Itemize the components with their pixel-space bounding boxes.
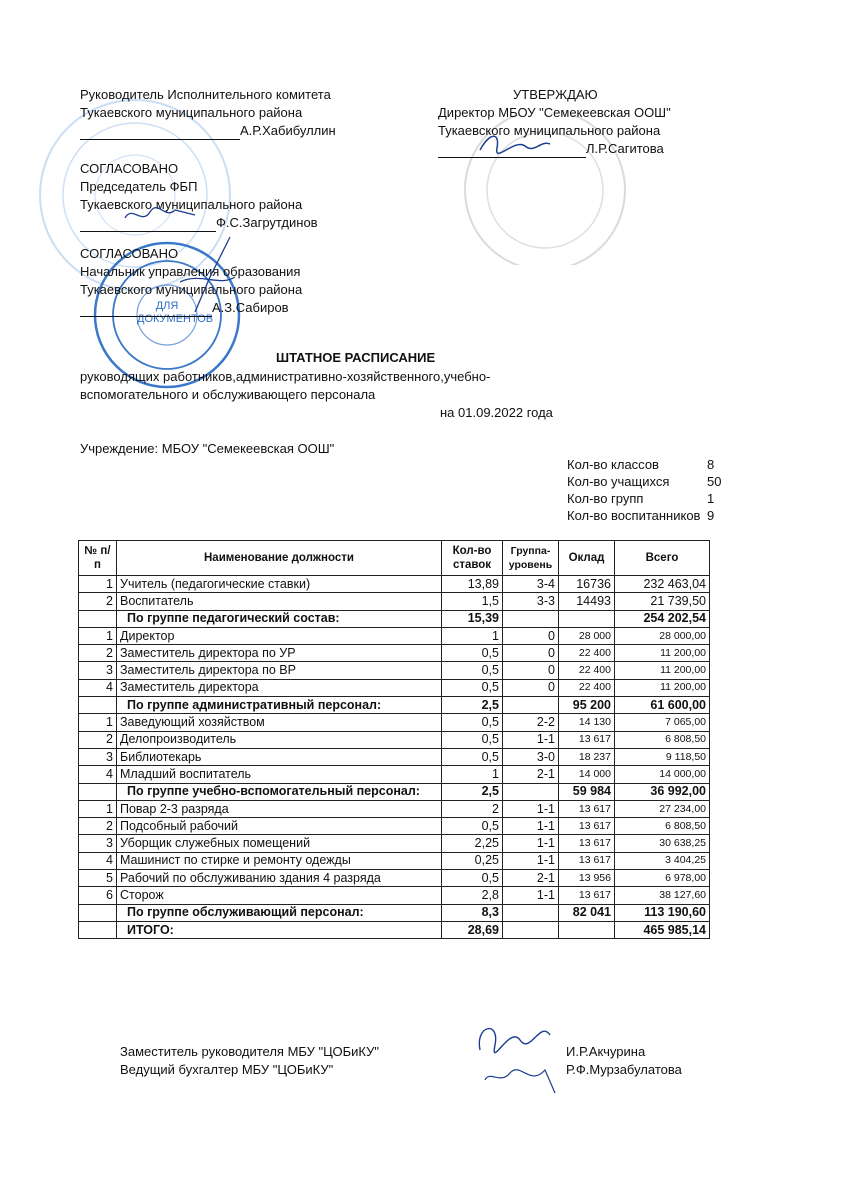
cell-total: 3 404,25 (615, 852, 710, 869)
footer-position-2: Ведущий бухгалтер МБУ "ЦОБиКУ" (120, 1062, 334, 1077)
col-header-rate: Кол-во ставок (442, 541, 503, 576)
head-right-title-2: Тукаевского муниципального района (438, 123, 661, 138)
table-row (79, 627, 710, 644)
cell-salary: 22 400 (559, 679, 615, 696)
cell-rate: 1 (442, 627, 503, 644)
cell-total: 6 808,50 (615, 731, 710, 748)
agreed2-line2: Тукаевского муниципального района (80, 282, 303, 297)
table-row (79, 593, 710, 610)
cell-rate: 2 (442, 800, 503, 817)
cell-salary: 16736 (559, 576, 615, 593)
table-row (79, 576, 710, 593)
cell-salary: 13 956 (559, 870, 615, 887)
cell-group (503, 921, 559, 938)
cell-rate: 2,5 (442, 783, 503, 800)
cell-total: 27 234,00 (615, 800, 710, 817)
cell-no: 1 (79, 800, 117, 817)
cell-no: 2 (79, 593, 117, 610)
cell-no: 2 (79, 731, 117, 748)
director-signature (475, 130, 555, 158)
cell-name: По группе учебно-вспомогательный персонал: (117, 783, 442, 800)
cell-rate: 28,69 (442, 921, 503, 938)
cell-total: 28 000,00 (615, 627, 710, 644)
agreed1-name: Ф.С.Загрутдинов (216, 215, 318, 230)
document-subtitle-2: вспомогательного и обслуживающего персонала (80, 387, 376, 402)
cell-name: Воспитатель (117, 593, 442, 610)
cell-group: 1-1 (503, 852, 559, 869)
cell-name: Младший воспитатель (117, 766, 442, 783)
cell-name: Повар 2-3 разряда (117, 800, 442, 817)
cell-total: 232 463,04 (615, 576, 710, 593)
document-title: ШТАТНОЕ РАСПИСАНИЕ (276, 350, 436, 365)
cell-name: Библиотекарь (117, 748, 442, 765)
table-header-row (79, 541, 710, 576)
table-row (79, 679, 710, 696)
fbp-signature (120, 200, 200, 230)
table-row (79, 870, 710, 887)
cell-group (503, 697, 559, 714)
cell-group: 3-4 (503, 576, 559, 593)
cell-rate: 1,5 (442, 593, 503, 610)
cell-rate: 0,5 (442, 870, 503, 887)
cell-salary: 14493 (559, 593, 615, 610)
cell-total: 11 200,00 (615, 679, 710, 696)
stat-value: 50 (707, 474, 722, 489)
cell-rate: 0,5 (442, 714, 503, 731)
cell-group (503, 904, 559, 921)
stat-value: 1 (707, 491, 715, 506)
cell-salary (559, 921, 615, 938)
cell-salary: 28 000 (559, 627, 615, 644)
institution-label: Учреждение: МБОУ "Семекеевская ООШ" (80, 441, 335, 456)
cell-group: 0 (503, 645, 559, 662)
approve-label: УТВЕРЖДАЮ (513, 87, 598, 102)
cell-no: 1 (79, 576, 117, 593)
cell-total: 6 978,00 (615, 870, 710, 887)
cell-no: 4 (79, 766, 117, 783)
cell-no (79, 904, 117, 921)
agreed1-label: СОГЛАСОВАНО (80, 161, 179, 176)
stat-label: Кол-во воспитанников (567, 508, 701, 523)
cell-no: 4 (79, 852, 117, 869)
head-right-title-1: Директор МБОУ "Семекеевская ООШ" (438, 105, 671, 120)
cell-salary: 82 041 (559, 904, 615, 921)
cell-total: 61 600,00 (615, 697, 710, 714)
cell-salary: 14 130 (559, 714, 615, 731)
cell-total: 38 127,60 (615, 887, 710, 904)
cell-name: Делопроизводитель (117, 731, 442, 748)
cell-salary: 13 617 (559, 818, 615, 835)
cell-group: 3-0 (503, 748, 559, 765)
cell-group: 1-1 (503, 800, 559, 817)
cell-no: 3 (79, 835, 117, 852)
cell-name: Подсобный рабочий (117, 818, 442, 835)
cell-salary: 13 617 (559, 731, 615, 748)
cell-salary: 14 000 (559, 766, 615, 783)
table-group-row (79, 697, 710, 714)
col-header-total: Всего (615, 541, 710, 576)
table-row (79, 662, 710, 679)
cell-total: 6 808,50 (615, 818, 710, 835)
stat-label: Кол-во учащихся (567, 474, 670, 489)
cell-group: 1-1 (503, 835, 559, 852)
cell-total: 21 739,50 (615, 593, 710, 610)
cell-salary: 13 617 (559, 852, 615, 869)
footer-position-1: Заместитель руководителя МБУ "ЦОБиКУ" (120, 1044, 379, 1059)
col-header-name: Наименование должности (117, 541, 442, 576)
cell-total: 254 202,54 (615, 610, 710, 627)
table-row (79, 748, 710, 765)
cell-name: Директор (117, 627, 442, 644)
cell-group (503, 610, 559, 627)
footer-name-1: И.Р.Акчурина (566, 1044, 646, 1059)
cell-name: Заместитель директора по ВР (117, 662, 442, 679)
cell-group (503, 783, 559, 800)
cell-no: 4 (79, 679, 117, 696)
cell-no: 1 (79, 714, 117, 731)
table-group-row (79, 904, 710, 921)
cell-name: Уборщик служебных помещений (117, 835, 442, 852)
table-row (79, 835, 710, 852)
head-left-name: А.Р.Хабибуллин (240, 123, 336, 138)
table-row (79, 645, 710, 662)
cell-total: 30 638,25 (615, 835, 710, 852)
cell-no: 1 (79, 627, 117, 644)
cell-salary: 22 400 (559, 662, 615, 679)
cell-salary: 18 237 (559, 748, 615, 765)
cell-group: 3-3 (503, 593, 559, 610)
cell-rate: 2,25 (442, 835, 503, 852)
cell-name: Заместитель директора по УР (117, 645, 442, 662)
cell-no (79, 697, 117, 714)
cell-salary: 59 984 (559, 783, 615, 800)
stat-label: Кол-во групп (567, 491, 644, 506)
staffing-table (78, 540, 710, 939)
cell-rate: 0,5 (442, 645, 503, 662)
cell-rate: 0,5 (442, 748, 503, 765)
table-group-row (79, 921, 710, 938)
cell-group: 1-1 (503, 818, 559, 835)
cell-name: Учитель (педагогические ставки) (117, 576, 442, 593)
cell-name: Заведующий хозяйством (117, 714, 442, 731)
cell-rate: 2,5 (442, 697, 503, 714)
cell-total: 36 992,00 (615, 783, 710, 800)
stat-value: 8 (707, 457, 715, 472)
cell-salary: 13 617 (559, 887, 615, 904)
cell-name: ИТОГО: (117, 921, 442, 938)
cell-name: По группе педагогический состав: (117, 610, 442, 627)
head-right-name: Л.Р.Сагитова (586, 141, 664, 156)
table-row (79, 887, 710, 904)
cell-salary (559, 610, 615, 627)
table-group-row (79, 610, 710, 627)
agreed2-name: А.З.Сабиров (212, 300, 289, 315)
col-header-no: № п/п (79, 541, 117, 576)
head-left-signature (80, 122, 336, 140)
table-row (79, 731, 710, 748)
cell-rate: 8,3 (442, 904, 503, 921)
cell-no: 2 (79, 645, 117, 662)
cell-rate: 0,5 (442, 662, 503, 679)
cell-group: 0 (503, 662, 559, 679)
cell-group: 1-1 (503, 731, 559, 748)
cell-rate: 0,25 (442, 852, 503, 869)
cell-no: 2 (79, 818, 117, 835)
cell-salary: 22 400 (559, 645, 615, 662)
cell-no (79, 921, 117, 938)
footer-name-2: Р.Ф.Мурзабулатова (566, 1062, 682, 1077)
cell-no: 3 (79, 662, 117, 679)
cell-group: 2-2 (503, 714, 559, 731)
col-header-salary: Оклад (559, 541, 615, 576)
cell-rate: 2,8 (442, 887, 503, 904)
cell-rate: 13,89 (442, 576, 503, 593)
stamp-text: ДЛЯ ДОКУМЕНТОВ (137, 300, 214, 325)
table-row (79, 766, 710, 783)
cell-total: 113 190,60 (615, 904, 710, 921)
cell-no (79, 610, 117, 627)
table-row (79, 852, 710, 869)
cell-rate: 0,5 (442, 679, 503, 696)
agreed2-line1: Начальник управления образования (80, 264, 301, 279)
stat-label: Кол-во классов (567, 457, 659, 472)
cell-total: 9 118,50 (615, 748, 710, 765)
cell-name: Сторож (117, 887, 442, 904)
cell-name: Машинист по стирке и ремонту одежды (117, 852, 442, 869)
document-subtitle-1: руководящих работников,административно-хозяйственного,учебно- (80, 369, 491, 384)
document-date: на 01.09.2022 года (440, 405, 553, 420)
footer-signatures (470, 1015, 565, 1095)
agreed1-line2: Тукаевского муниципального района (80, 197, 303, 212)
col-header-group: Группа-уровень (503, 541, 559, 576)
cell-group: 2-1 (503, 870, 559, 887)
cell-total: 7 065,00 (615, 714, 710, 731)
stat-value: 9 (707, 508, 715, 523)
cell-no: 3 (79, 748, 117, 765)
table-group-row (79, 783, 710, 800)
cell-total: 14 000,00 (615, 766, 710, 783)
cell-rate: 15,39 (442, 610, 503, 627)
cell-rate: 1 (442, 766, 503, 783)
cell-group: 0 (503, 627, 559, 644)
education-signature (150, 232, 240, 322)
table-row (79, 800, 710, 817)
cell-no: 5 (79, 870, 117, 887)
table-row (79, 714, 710, 731)
cell-salary: 13 617 (559, 835, 615, 852)
cell-name: Заместитель директора (117, 679, 442, 696)
cell-no: 6 (79, 887, 117, 904)
signature-line (80, 139, 240, 140)
agreed2-label: СОГЛАСОВАНО (80, 246, 179, 261)
cell-salary: 13 617 (559, 800, 615, 817)
cell-group: 2-1 (503, 766, 559, 783)
cell-name: По группе обслуживающий персонал: (117, 904, 442, 921)
cell-group: 0 (503, 679, 559, 696)
cell-name: Рабочий по обслуживанию здания 4 разряда (117, 870, 442, 887)
cell-group: 1-1 (503, 887, 559, 904)
head-left-title-1: Руководитель Исполнительного комитета (80, 87, 331, 102)
cell-rate: 0,5 (442, 818, 503, 835)
cell-total: 11 200,00 (615, 662, 710, 679)
cell-salary: 95 200 (559, 697, 615, 714)
cell-total: 465 985,14 (615, 921, 710, 938)
cell-name: По группе административный персонал: (117, 697, 442, 714)
cell-rate: 0,5 (442, 731, 503, 748)
cell-no (79, 783, 117, 800)
table-row (79, 818, 710, 835)
agreed1-line1: Председатель ФБП (80, 179, 198, 194)
head-left-title-2: Тукаевского муниципального района (80, 105, 303, 120)
cell-total: 11 200,00 (615, 645, 710, 662)
